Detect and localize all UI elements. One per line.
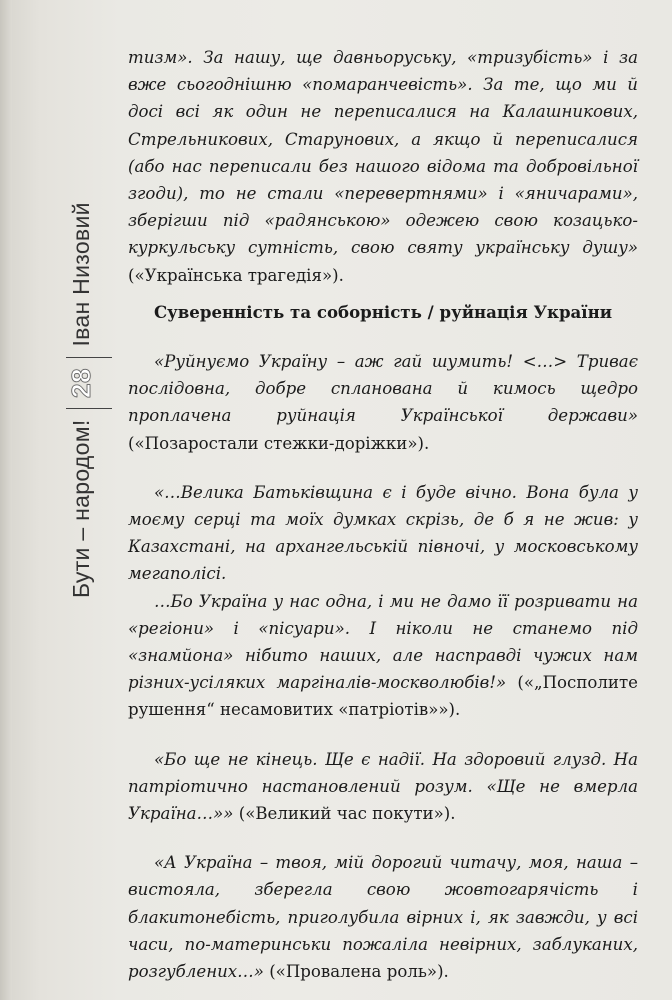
quote-source: («„Посполите рушення“ несамовитих «патріотів»»).: [128, 673, 638, 720]
spacer: [128, 457, 638, 479]
page-number: 28: [65, 368, 96, 398]
quote-text: «А Україна – твоя, мій дорогий читачу, моя, наша – вистояла, зберегла свою жовтогарячість і блакитонебість, приголубила вірних і, як завжди, у всі часи, по-материнськи пожаліла невірних, заблуканих, розгублених…»: [128, 853, 638, 982]
page-content: [128, 44, 638, 985]
book-title: Бути – народом!: [67, 419, 94, 598]
paragraph: [128, 479, 638, 588]
paragraph: [128, 746, 638, 828]
quote-text: …Бо Україна у нас одна, і ми не дамо її розривати на «регіони» і «пісуари». І ніколи не станемо під «знамйона» нібито наших, але насправді чужих нам різних-усіляких маргіналів-москволюбів!»: [128, 591, 638, 693]
paragraph: [128, 44, 638, 289]
paragraph: [128, 588, 638, 724]
quote-source: («Позаростали стежки-доріжки»).: [128, 433, 430, 453]
quote-text: «Бо ще не кінець. Ще є надії. На здоровий глузд. На патріотично настановлений розум. «Ще не вмерла Україна…»»: [128, 749, 638, 824]
quote-text: «Руйнуємо Україну – аж гай шумить! <…> Триває послідовна, добре спланована й кимось щедро проплачена руйнація Української держави»: [128, 352, 638, 426]
spacer: [128, 827, 638, 849]
section-heading: Суверенність та соборність / руйнація України: [153, 301, 613, 322]
quote-text: тизм». За нашу, ще давньоруську, «тризубість» і за вже сьогоднішню «помаранчевість». За те, що ми й досі всі як один не переписалися на Калашникових, Стрельникових, Старунових, а якщо й переписалися (або нас переписали без нашого відома та добровільної згоди), то не стали «перевертнями» і «яничарами», зберігши під «радянською» одежею свою козацько-куркульську сутність, свою святу українську душу»: [128, 48, 638, 258]
page-edge-shadow: [0, 0, 12, 1000]
spacer: [128, 724, 638, 746]
quote-source: («Провалена роль»).: [263, 962, 449, 982]
paragraph: [128, 348, 638, 457]
quote-source: («Великий час покути»).: [233, 804, 456, 824]
quote-source: («Українська трагедія»).: [128, 265, 344, 285]
header-divider: [66, 357, 112, 359]
paragraph: [128, 849, 638, 985]
author-name: Іван Низовий: [67, 202, 94, 347]
quote-text: «…Велика Батьківщина є і буде вічно. Вона була у моєму серці та моїх думках скрізь, де б я не жив: у Казахстані, на архангельській півночі, у московському мегаполісі.: [128, 482, 638, 584]
header-divider: [66, 408, 112, 410]
